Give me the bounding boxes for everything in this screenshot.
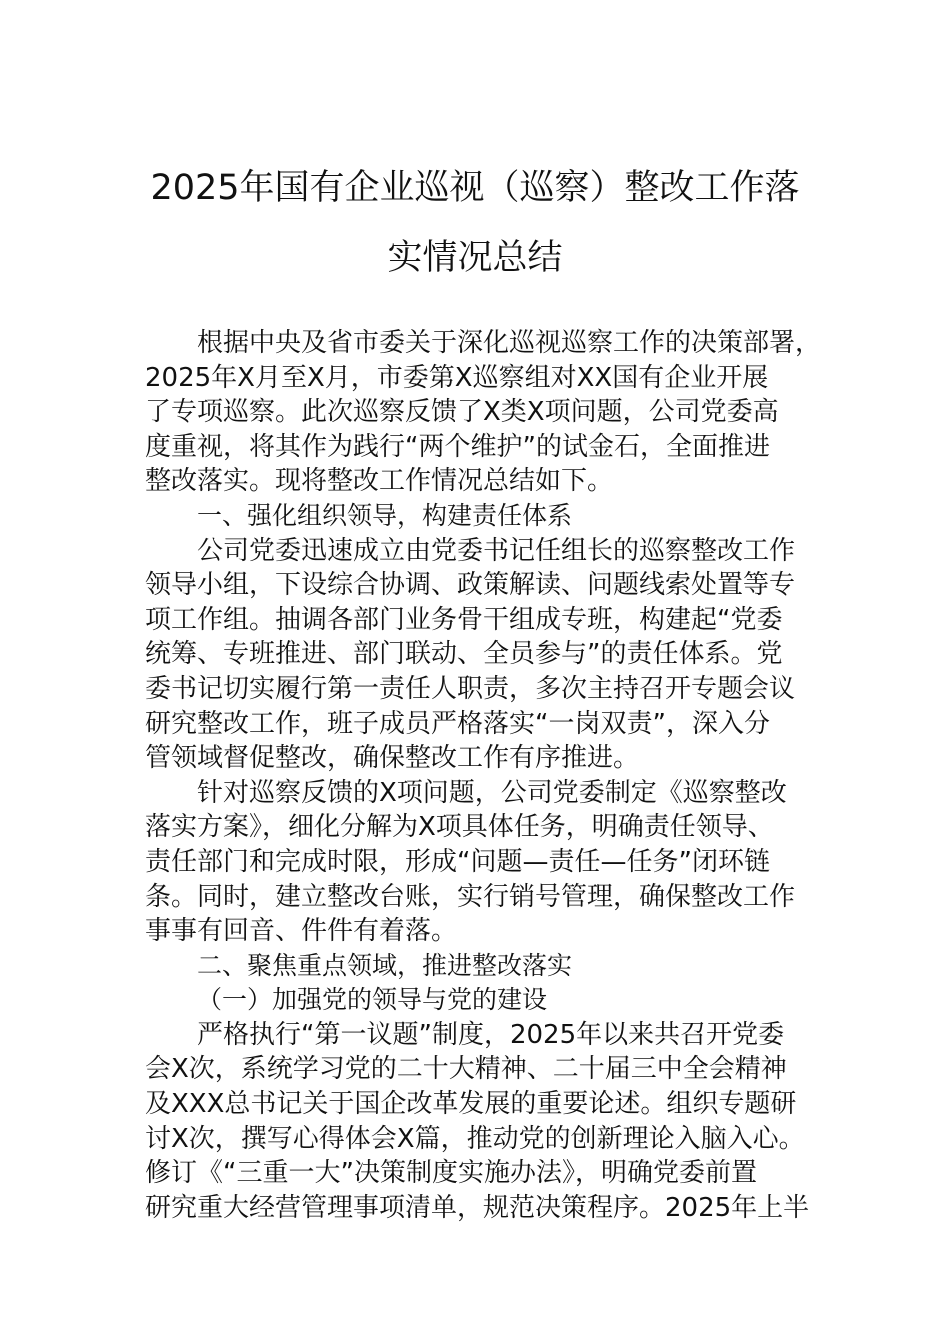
- body-line: 责任部门和完成时限，形成“问题—责任—任务”闭环链: [145, 846, 770, 877]
- body-line: 针对巡察反馈的X项问题，公司党委制定《巡察整改: [197, 777, 787, 808]
- body-line: 管领域督促整改，确保整改工作有序推进。: [145, 743, 640, 774]
- body-line: 落实方案》，细化分解为X项具体任务，明确责任领导、: [145, 812, 774, 843]
- body-line: 根据中央及省市委关于深化巡视巡察工作的决策部署，: [197, 328, 822, 358]
- document-title-line-1: 2025年国有企业巡视（巡察）整改工作落: [150, 168, 800, 208]
- body-line: 2025年X月至X月，市委第X巡察组对XX国有企业开展: [145, 362, 769, 393]
- document-title-line-2: 实情况总结: [387, 238, 563, 278]
- section-heading: 二、聚焦重点领域，推进整改落实: [197, 950, 573, 980]
- subsection-heading: （一）加强党的领导与党的建设: [197, 985, 548, 1015]
- document-body: [145, 326, 822, 1225]
- body-line: 讨X次，撰写心得体会X篇，推动党的创新理论入脑入心。: [145, 1123, 805, 1154]
- body-line: 项工作组。抽调各部门业务骨干组成专班，构建起“党委: [145, 604, 783, 635]
- body-line: 了专项巡察。此次巡察反馈了X类X项问题，公司党委高: [145, 397, 779, 428]
- body-line: 整改落实。现将整改工作情况总结如下。: [145, 466, 614, 497]
- body-line: 研究重大经营管理事项清单，规范决策程序。2025年上半: [145, 1192, 810, 1223]
- section-heading: 一、强化组织领导，构建责任体系: [197, 500, 573, 530]
- body-line: 条。同时，建立整改台账，实行销号管理，确保整改工作: [145, 881, 796, 912]
- body-line: 公司党委迅速成立由党委书记任组长的巡察整改工作: [197, 535, 796, 566]
- body-line: 领导小组，下设综合协调、政策解读、问题线索处置等专: [145, 570, 796, 601]
- body-line: 会X次，系统学习党的二十大精神、二十届三中全会精神: [145, 1054, 787, 1085]
- body-line: 及XXX总书记关于国企改革发展的重要论述。组织专题研: [145, 1089, 797, 1120]
- body-line: 严格执行“第一议题”制度，2025年以来共召开党委: [197, 1019, 785, 1050]
- body-line: 度重视，将其作为践行“两个维护”的试金石，全面推进: [145, 431, 770, 462]
- body-line: 修订《“三重一大”决策制度实施办法》，明确党委前置: [145, 1158, 757, 1189]
- body-line: 事事有回音、件件有着落。: [145, 916, 458, 947]
- body-line: 委书记切实履行第一责任人职责，多次主持召开专题会议: [145, 673, 796, 704]
- body-line: 统筹、专班推进、部门联动、全员参与”的责任体系。党: [145, 639, 783, 670]
- body-line: 研究整改工作，班子成员严格落实“一岗双责”，深入分: [145, 708, 770, 739]
